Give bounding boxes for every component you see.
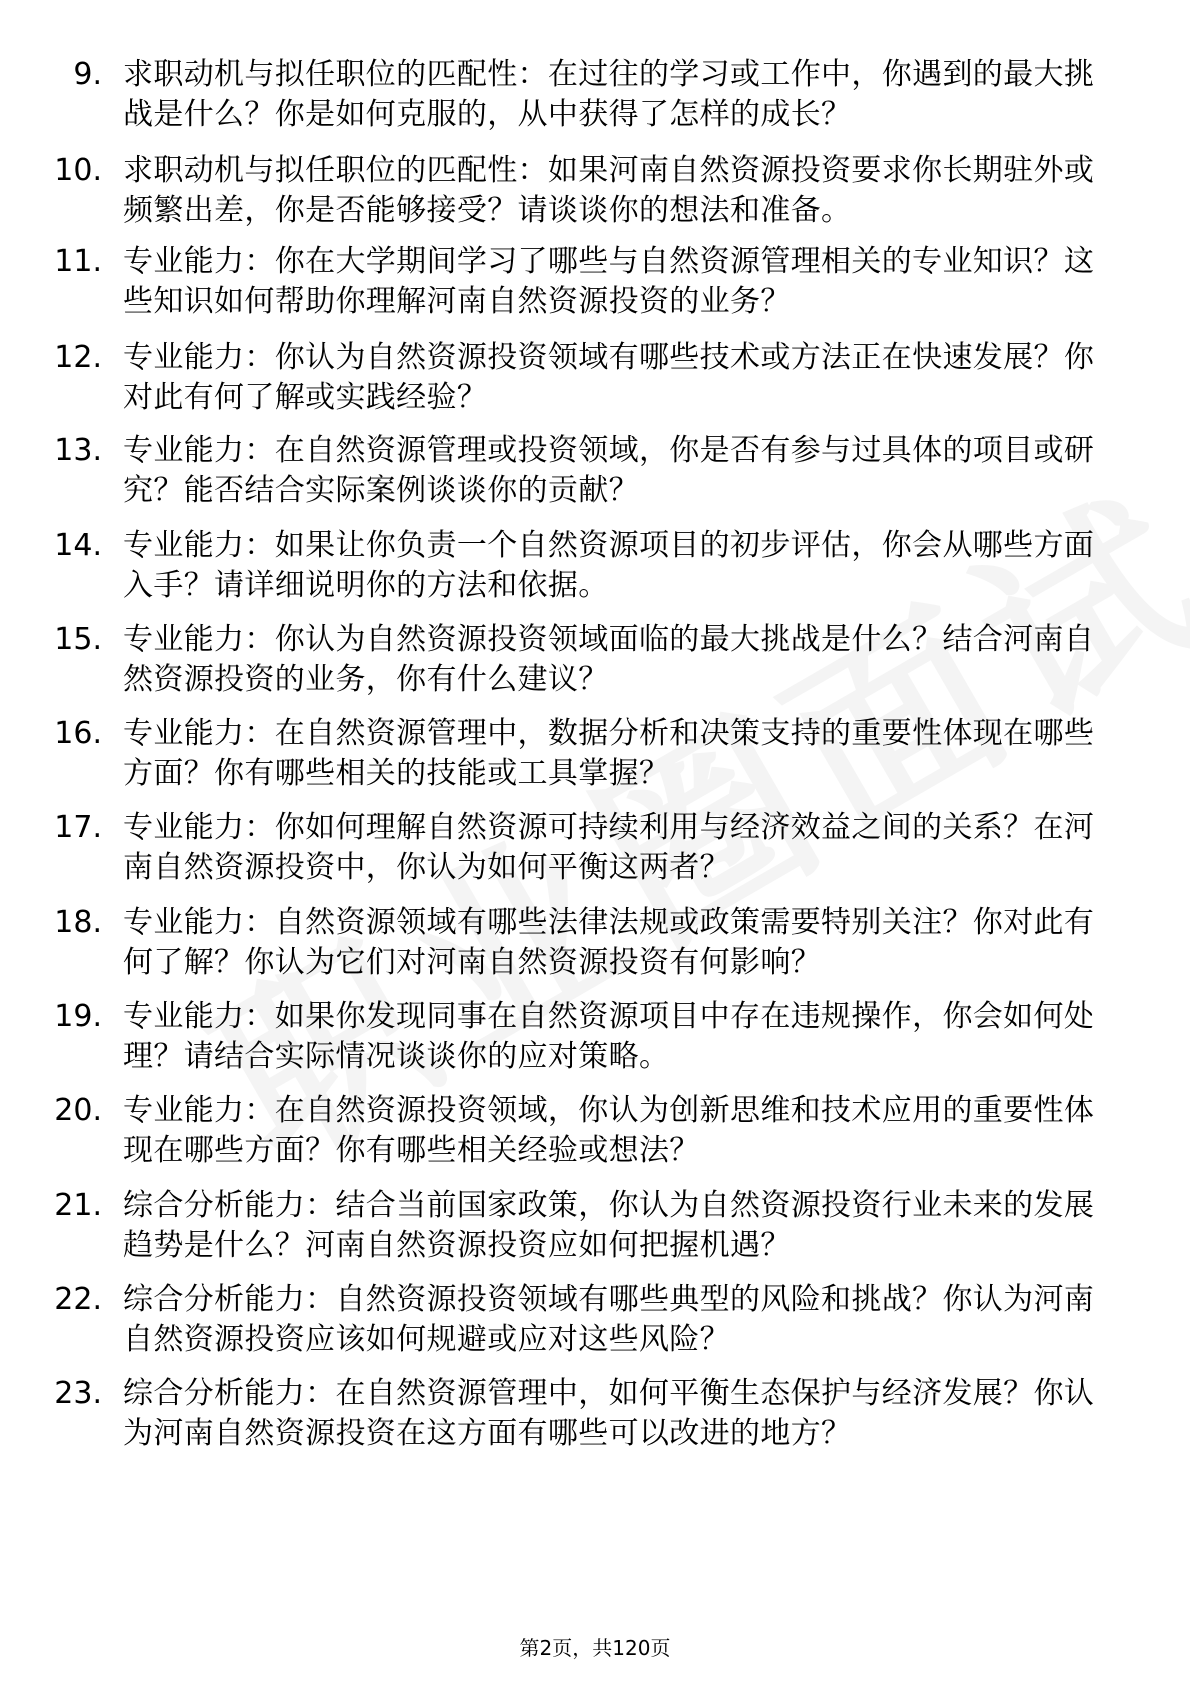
question-number: 23. xyxy=(54,1376,102,1411)
question-number: 13. xyxy=(54,433,102,468)
question-number: 18. xyxy=(54,905,102,940)
question-text: 专业能力：你在大学期间学习了哪些与自然资源管理相关的专业知识？这些知识如何帮助你理解河南自然资源投资的业务？ xyxy=(123,244,1095,319)
question-number: 21. xyxy=(54,1188,102,1223)
question-text: 专业能力：如果让你负责一个自然资源项目的初步评估，你会从哪些方面入手？请详细说明你的方法和依据。 xyxy=(123,528,1095,603)
question-number: 11. xyxy=(54,244,102,279)
question-number: 9. xyxy=(73,57,102,92)
question-text: 专业能力：在自然资源管理中，数据分析和决策支持的重要性体现在哪些方面？你有哪些相关的技能或工具掌握？ xyxy=(123,716,1095,791)
page-indicator: 第2页，共120页 xyxy=(519,1636,671,1660)
question-text: 专业能力：在自然资源投资领域，你认为创新思维和技术应用的重要性体现在哪些方面？你有哪些相关经验或想法？ xyxy=(123,1093,1095,1168)
question-text: 综合分析能力：结合当前国家政策，你认为自然资源投资行业未来的发展趋势是什么？河南自然资源投资应如何把握机遇？ xyxy=(123,1188,1095,1263)
question-number: 19. xyxy=(54,999,102,1034)
question-text: 综合分析能力：在自然资源管理中，如何平衡生态保护与经济发展？你认为河南自然资源投资在这方面有哪些可以改进的地方？ xyxy=(123,1376,1095,1451)
question-item xyxy=(0,808,1190,888)
question-item xyxy=(0,903,1190,983)
question-item xyxy=(0,55,1190,135)
question-item xyxy=(0,151,1190,231)
question-text: 求职动机与拟任职位的匹配性：在过往的学习或工作中，你遇到的最大挑战是什么？你是如何克服的，从中获得了怎样的成长？ xyxy=(123,57,1095,132)
question-item xyxy=(0,620,1190,700)
question-item xyxy=(0,997,1190,1077)
question-number: 14. xyxy=(54,528,102,563)
question-number: 12. xyxy=(54,340,102,375)
question-item xyxy=(0,242,1190,322)
question-item xyxy=(0,338,1190,418)
question-item xyxy=(0,1374,1190,1454)
question-number: 10. xyxy=(54,153,102,188)
question-number: 17. xyxy=(54,810,102,845)
question-number: 16. xyxy=(54,716,102,751)
question-text: 综合分析能力：自然资源投资领域有哪些典型的风险和挑战？你认为河南自然资源投资应该如何规避或应对这些风险？ xyxy=(123,1282,1095,1357)
question-text: 专业能力：你如何理解自然资源可持续利用与经济效益之间的关系？在河南自然资源投资中，你认为如何平衡这两者？ xyxy=(123,810,1095,885)
question-item xyxy=(0,1186,1190,1266)
question-item xyxy=(0,1091,1190,1171)
question-text: 求职动机与拟任职位的匹配性：如果河南自然资源投资要求你长期驻外或频繁出差，你是否能够接受？请谈谈你的想法和准备。 xyxy=(123,153,1095,228)
question-text: 专业能力：你认为自然资源投资领域有哪些技术或方法正在快速发展？你对此有何了解或实践经验？ xyxy=(123,340,1095,415)
question-number: 22. xyxy=(54,1282,102,1317)
question-text: 专业能力：在自然资源管理或投资领域，你是否有参与过具体的项目或研究？能否结合实际案例谈谈你的贡献？ xyxy=(123,433,1095,508)
question-text: 专业能力：如果你发现同事在自然资源项目中存在违规操作，你会如何处理？请结合实际情况谈谈你的应对策略。 xyxy=(123,999,1095,1074)
question-item xyxy=(0,1280,1190,1360)
question-item xyxy=(0,431,1190,511)
question-number: 20. xyxy=(54,1093,102,1128)
question-number: 15. xyxy=(54,622,102,657)
page-footer xyxy=(0,1635,1190,1661)
question-text: 专业能力：你认为自然资源投资领域面临的最大挑战是什么？结合河南自然资源投资的业务，你有什么建议？ xyxy=(123,622,1095,697)
question-item xyxy=(0,526,1190,606)
question-item xyxy=(0,714,1190,794)
question-text: 专业能力：自然资源领域有哪些法律法规或政策需要特别关注？你对此有何了解？你认为它们对河南自然资源投资有何影响？ xyxy=(123,905,1095,980)
